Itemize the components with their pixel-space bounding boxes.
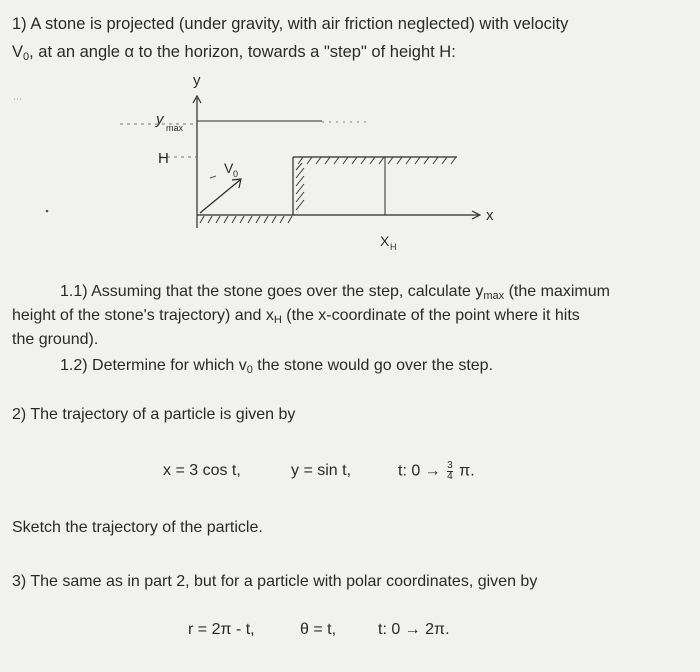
problem1-line2-rest: , at an angle α to the horizon, towards a "step" of height H: [29,43,456,61]
problem2-eq-x: x = 3 cos t, [163,462,241,479]
problem2-sketch: Sketch the trajectory of the particle. [12,519,263,536]
problem2-eq-t [398,461,475,482]
problem3-eq-r: r = 2π - t, [188,621,255,638]
problem1-line1: 1) A stone is projected (under gravity, with air friction neglected) with velocity [12,15,569,33]
problem2-heading: 2) The trajectory of a particle is given by [12,406,296,423]
v0-label: V [224,160,234,176]
q1-1-text-b: (the maximum [504,283,610,300]
problem3-eq-theta: θ = t, [300,621,337,638]
q1-2-line [60,356,493,376]
xh-label: X [380,233,390,249]
y-axis-label: y [193,72,201,89]
problem2-t-range: t: 0 → [398,462,441,480]
h-label: H [158,150,169,167]
q1-2-text-b: the stone would go over the step. [252,357,494,374]
problem2-pi: π. [459,462,475,480]
q1-1-text-d: (the x-coordinate of the point where it hits [281,307,580,324]
ymax-subscript-text: max [483,290,505,302]
q1-1-line1 [60,282,610,302]
ymax-subscript: max [166,123,184,133]
q1-1-line2 [12,306,580,326]
three-quarters-fraction [447,461,453,482]
problem2-eq-y: y = sin t, [291,462,352,479]
x-axis-label: x [486,207,494,224]
q1-1-text-c: height of the stone's trajectory) and x [12,307,274,324]
problem3-heading: 3) The same as in part 2, but for a particle with polar coordinates, given by [12,573,538,590]
xh-subscript-text: H [273,314,282,326]
q1-1-line3: the ground). [12,331,99,348]
fraction-denominator: 4 [447,471,453,482]
v0-label-subscript: 0 [233,169,239,179]
q1-1-text-a: 1.1) Assuming that the stone goes over the step, calculate y [60,283,484,300]
v0-symbol: V [12,43,24,61]
problem3-eq-t: t: 0 → 2π. [378,621,450,638]
xh-subscript: H [390,242,397,252]
v0-subscript: 0 [23,51,30,63]
v0-subscript-text: 0 [246,364,253,376]
ymax-label: y [156,111,164,128]
fraction-numerator: 3 [447,460,453,471]
q1-2-text-a: 1.2) Determine for which v [60,357,247,374]
